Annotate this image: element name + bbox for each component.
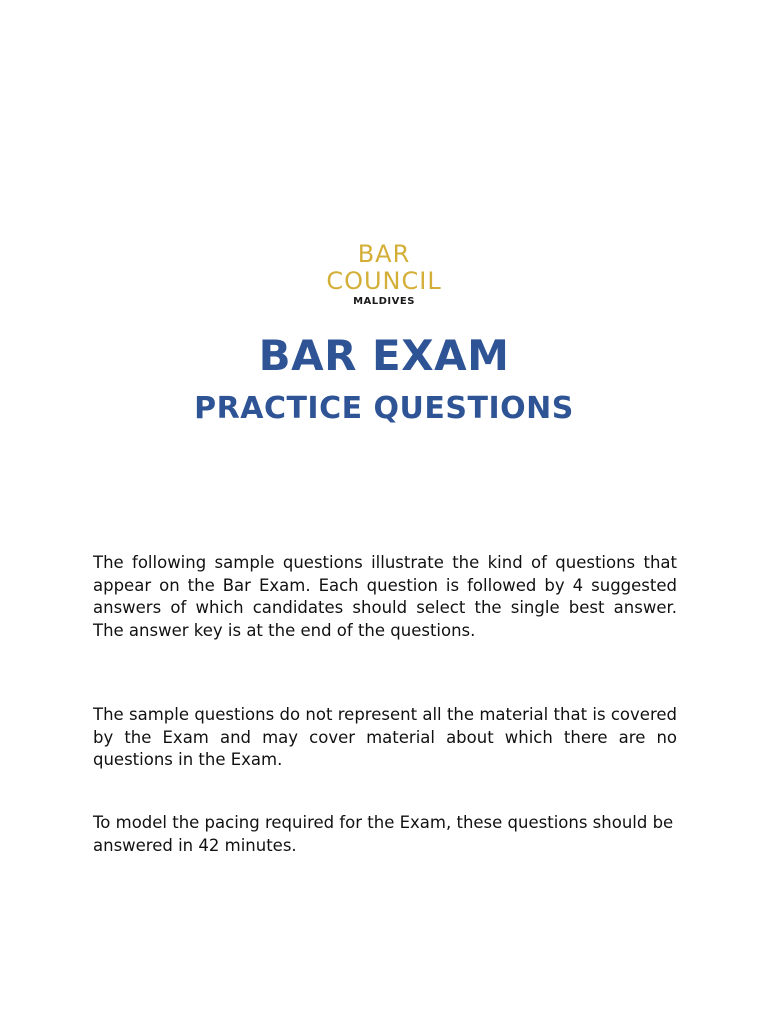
logo-text-maldives: MALDIVES	[353, 296, 415, 307]
logo-text-council: COUNCIL	[326, 267, 442, 295]
logo-text-bar: BAR	[357, 240, 411, 268]
page-subtitle: PRACTICE QUESTIONS	[194, 391, 574, 426]
intro-paragraph: The following sample questions illustrate the kind of questions that appear on the Bar Exam. Each question is followed by 4 suggested answers of which candidates should select the single best answer. The answer key is at the end of the questions.	[93, 553, 677, 640]
page-title: BAR EXAM	[258, 331, 510, 380]
pacing-paragraph: To model the pacing required for the Exam, these questions should be answered in 42 minutes.	[93, 813, 674, 855]
bar-council-logo	[0, 242, 768, 307]
coverage-paragraph: The sample questions do not represent all the material that is covered by the Exam and may cover material about which there are no questions in the Exam.	[93, 705, 677, 769]
